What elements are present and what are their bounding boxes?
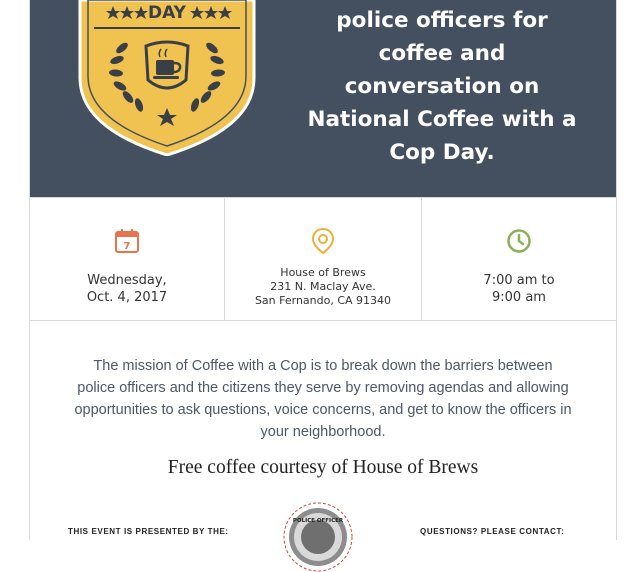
time-line-2: 9:00 am: [492, 290, 546, 305]
event-time: [483, 272, 554, 306]
questions-label: QUESTIONS? PLEASE CONTACT:: [420, 527, 565, 536]
flyer: [29, 0, 617, 540]
date-cell: [30, 198, 224, 320]
venue-name: House of Brews: [280, 266, 366, 279]
mission-statement: The mission of Coffee with a Cop is to break down the barriers between police officers and the citizens they serve by removing agendas and allowing opportunities to ask questions, voice concerns, and get to know the officers in your neighborhood.: [74, 358, 572, 440]
hero-banner: [30, 0, 616, 197]
police-seal-logo: [283, 502, 353, 572]
venue-city: San Fernando, CA 91340: [254, 294, 392, 307]
coffee-badge-logo: [74, 0, 260, 156]
date-line-2: Oct. 4, 2017: [86, 290, 168, 305]
event-date: [87, 272, 167, 306]
venue-street: 231 N. Maclay Ave.: [270, 280, 376, 293]
presented-by-label: THIS EVENT IS PRESENTED BY THE:: [68, 527, 229, 536]
courtesy-line: Free coffee courtesy of House of Brews: [167, 457, 479, 478]
event-details: [30, 197, 616, 321]
date-line-1: Wednesday,: [87, 273, 167, 288]
time-cell: [421, 198, 616, 320]
event-location: [255, 266, 391, 308]
clock-icon: [506, 228, 532, 254]
calendar-icon: [114, 228, 140, 254]
time-line-1: 7:00 am to: [483, 273, 555, 288]
location-cell: [224, 198, 421, 320]
calendar-number: 7: [123, 241, 131, 252]
badge-word: DAY: [148, 3, 186, 23]
seal-text: POLICE OFFICER: [292, 518, 344, 524]
headline: police officers for coffee and conversation on National Coffee with a Cop Day.: [307, 8, 577, 165]
map-pin-icon: [310, 228, 336, 254]
